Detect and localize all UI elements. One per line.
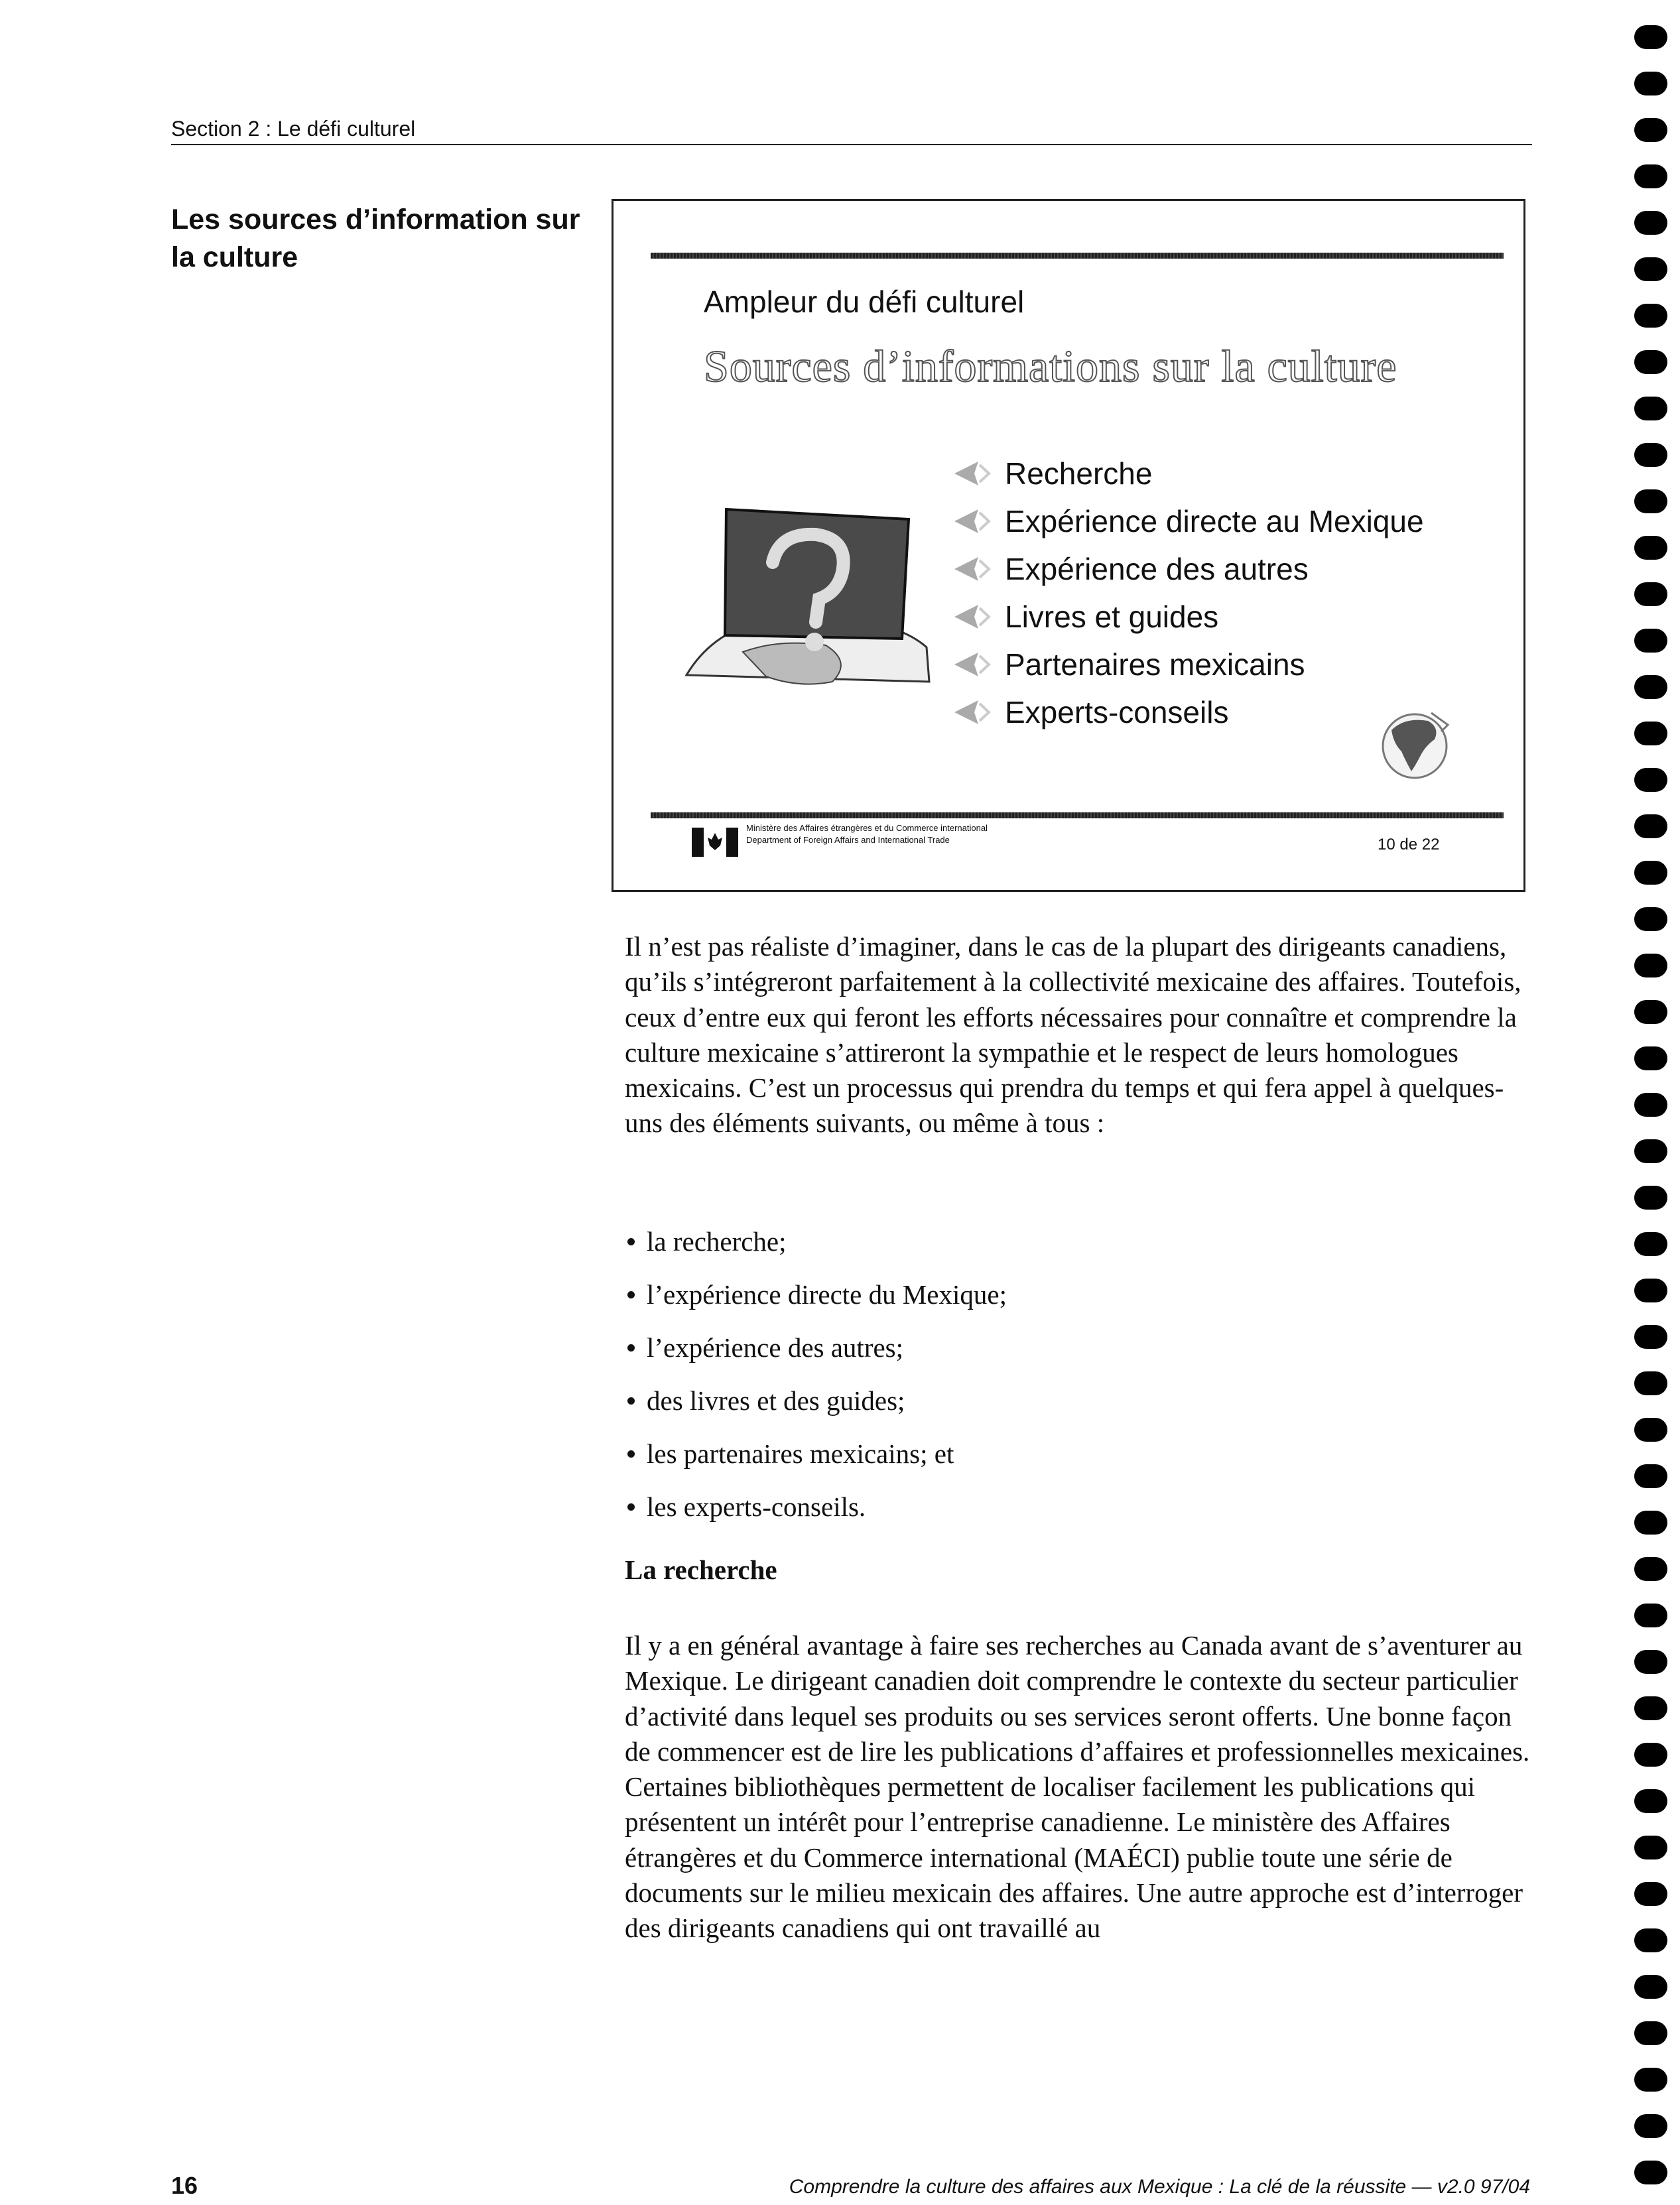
footer-title: Comprendre la culture des affaires aux Mexique : La clé de la réussite — v2.0 97/04 bbox=[789, 2176, 1530, 2198]
arrow-left-icon bbox=[952, 555, 992, 583]
page-number: 16 bbox=[171, 2172, 198, 2199]
bullet-dot bbox=[627, 1503, 635, 1511]
bullet-dot bbox=[627, 1344, 635, 1352]
arrow-left-icon bbox=[952, 460, 992, 487]
bullet-dot bbox=[627, 1291, 635, 1298]
binding-hole bbox=[1634, 1975, 1667, 1999]
binding-hole bbox=[1634, 1511, 1667, 1535]
slide-list-label: Expérience des autres bbox=[1005, 552, 1309, 586]
list-item bbox=[625, 1427, 1007, 1480]
canada-flag-logo bbox=[692, 828, 738, 857]
binding-hole bbox=[1634, 1279, 1667, 1302]
binding-hole bbox=[1634, 2021, 1667, 2045]
slide-top-rule bbox=[651, 253, 1504, 259]
binding-hole bbox=[1634, 2114, 1667, 2138]
list-item-text: la recherche; bbox=[647, 1226, 787, 1257]
header-rule bbox=[171, 144, 1532, 145]
list-item-text: des livres et des guides; bbox=[647, 1385, 905, 1416]
list-item bbox=[625, 1374, 1007, 1427]
slide-list-item bbox=[952, 593, 1424, 641]
list-item-text: les experts-conseils. bbox=[647, 1491, 866, 1522]
side-heading: Les sources d’information sur la culture bbox=[171, 204, 580, 273]
slide-list bbox=[952, 450, 1424, 736]
binding-hole bbox=[1634, 1186, 1667, 1210]
binding-hole bbox=[1634, 489, 1667, 513]
binding-hole bbox=[1634, 814, 1667, 838]
research-paragraph: Il y a en général avantage à faire ses recherches au Canada avant de s’aventurer au Mexique. Le dirigeant canadien doit comprendre le contexte du secteur particulier d’activité dans lequel ses produits ou ses services seront offerts. Une bonne façon de commencer est de lire les publications d’affaires et professionnelles mexicaines. Certaines bibliothèques permettent de localiser facilement les publications qui présentent un intérêt pour l’entreprise canadienne. Le ministère des Affaires étrangères et du Commerce international (MAÉCI) publie toute une série de documents sur le milieu mexicain des affaires. Une autre approche est d’interroger des dirigeants canadiens qui ont travaillé au bbox=[625, 1630, 1530, 1944]
binding-hole bbox=[1634, 397, 1667, 420]
bullet-dot bbox=[627, 1450, 635, 1458]
binding-hole bbox=[1634, 25, 1667, 49]
binding-hole bbox=[1634, 1139, 1667, 1163]
list-item-text: l’expérience directe du Mexique; bbox=[647, 1279, 1007, 1310]
binding-hole bbox=[1634, 1325, 1667, 1349]
slide-list-label: Recherche bbox=[1005, 456, 1153, 491]
binding-hole bbox=[1634, 1928, 1667, 1952]
binding-hole bbox=[1634, 2161, 1667, 2184]
list-item-text: l’expérience des autres; bbox=[647, 1332, 904, 1363]
binding-hole bbox=[1634, 304, 1667, 328]
slide-list-label: Livres et guides bbox=[1005, 599, 1219, 634]
list-item bbox=[625, 1268, 1007, 1321]
ministry-name-fr: Ministère des Affaires étrangères et du Commerce international bbox=[746, 823, 988, 833]
binding-hole bbox=[1634, 1743, 1667, 1767]
binding-hole bbox=[1634, 211, 1667, 235]
bullet-dot bbox=[627, 1238, 635, 1245]
slide-page-counter: 10 de 22 bbox=[1378, 836, 1440, 853]
binding-hole bbox=[1634, 1604, 1667, 1627]
binding-hole bbox=[1634, 1696, 1667, 1720]
question-mark-illustration bbox=[680, 503, 932, 695]
binding-hole bbox=[1634, 2068, 1667, 2092]
binding-hole bbox=[1634, 164, 1667, 188]
slide-bottom-rule bbox=[651, 812, 1504, 818]
binding-hole bbox=[1634, 1093, 1667, 1117]
slide-title: Sources d’informations sur la culture bbox=[704, 341, 1397, 391]
binding-hole bbox=[1634, 1789, 1667, 1813]
binding-hole bbox=[1634, 536, 1667, 560]
binding-hole bbox=[1634, 257, 1667, 281]
binding-hole bbox=[1634, 1046, 1667, 1070]
binding-hole bbox=[1634, 722, 1667, 745]
binding-hole bbox=[1634, 1232, 1667, 1256]
subheading-research: La recherche bbox=[625, 1554, 777, 1585]
binding-hole bbox=[1634, 675, 1667, 699]
binding-hole bbox=[1634, 907, 1667, 931]
intro-paragraph: Il n’est pas réaliste d’imaginer, dans le cas de la plupart des dirigeants canadiens, qu’ils s’intégreront parfaitement à la collectivité mexicaine des affaires. Toutefois, ceux d’entre eux qui feront les efforts nécessaires pour connaître et comprendre la culture mexicaine s’attireront la sympathie et le respect de leurs homologues mexicains. C’est un processus qui prendra du temps et qui fera appel à quelques-uns des éléments suivants, ou même à tous : bbox=[625, 931, 1521, 1139]
binding-hole bbox=[1634, 1836, 1667, 1859]
slide-list-label: Partenaires mexicains bbox=[1005, 647, 1305, 682]
binding-hole bbox=[1634, 954, 1667, 977]
slide-list-item bbox=[952, 688, 1424, 736]
binding-hole bbox=[1634, 1418, 1667, 1442]
binding-hole bbox=[1634, 72, 1667, 95]
binding-hole bbox=[1634, 1371, 1667, 1395]
binding-hole bbox=[1634, 1650, 1667, 1674]
binding-hole bbox=[1634, 1464, 1667, 1488]
binding-hole bbox=[1634, 443, 1667, 467]
ministry-name-en: Department of Foreign Affairs and International Trade bbox=[746, 835, 950, 845]
binding-hole bbox=[1634, 1882, 1667, 1906]
slide-frame bbox=[612, 199, 1525, 892]
list-item bbox=[625, 1480, 1007, 1533]
slide-list-label: Expérience directe au Mexique bbox=[1005, 504, 1424, 538]
arrow-left-icon bbox=[952, 651, 992, 678]
ministry-name bbox=[746, 822, 988, 846]
north-america-globe-icon bbox=[1375, 705, 1454, 785]
slide-subtitle: Ampleur du défi culturel bbox=[704, 284, 1025, 319]
slide-list-label: Experts-conseils bbox=[1005, 695, 1229, 729]
list-item bbox=[625, 1215, 1007, 1268]
binding-hole bbox=[1634, 1000, 1667, 1024]
binding-hole bbox=[1634, 768, 1667, 792]
binding-hole bbox=[1634, 629, 1667, 653]
bullet-dot bbox=[627, 1397, 635, 1405]
list-item bbox=[625, 1321, 1007, 1374]
binding-hole bbox=[1634, 350, 1667, 374]
slide-list-item bbox=[952, 497, 1424, 545]
section-header: Section 2 : Le défi culturel bbox=[171, 117, 416, 141]
slide-list-item bbox=[952, 545, 1424, 593]
binding-hole bbox=[1634, 118, 1667, 142]
binding-hole bbox=[1634, 582, 1667, 606]
arrow-left-icon bbox=[952, 507, 992, 535]
arrow-left-icon bbox=[952, 698, 992, 726]
slide-list-item bbox=[952, 450, 1424, 497]
binding-hole bbox=[1634, 861, 1667, 885]
slide-list-item bbox=[952, 641, 1424, 688]
binding-holes bbox=[1634, 13, 1669, 2195]
list-item-text: les partenaires mexicains; et bbox=[647, 1438, 954, 1469]
bullet-list bbox=[625, 1215, 1007, 1533]
arrow-left-icon bbox=[952, 603, 992, 631]
binding-hole bbox=[1634, 1557, 1667, 1581]
